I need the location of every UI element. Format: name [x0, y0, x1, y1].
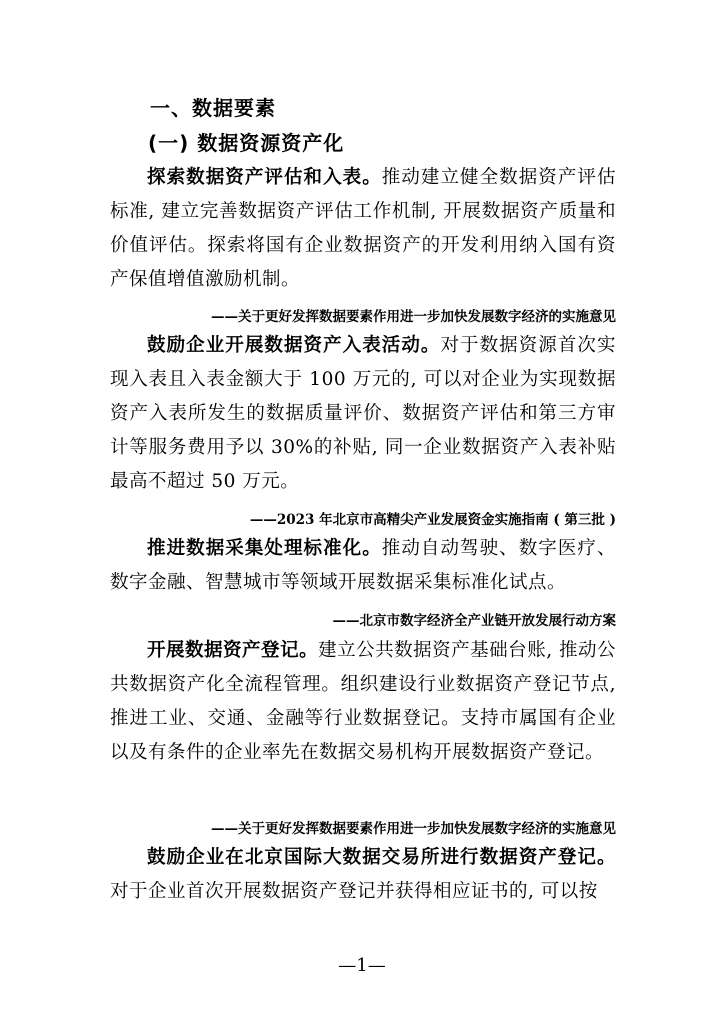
page-number: —1—	[338, 955, 386, 976]
source-citation: ——北京市数字经济全产业链开放发展行动方案	[332, 613, 616, 629]
source-citation: ——关于更好发挥数据要素作用进一步加快发展数字经济的实施意见	[211, 309, 616, 325]
paragraph-lead: 鼓励企业开展数据资产入表活动。	[147, 335, 441, 356]
paragraph-lead: 开展数据资产登记。	[147, 640, 319, 661]
paragraph-5	[110, 841, 616, 909]
paragraph-lead: 探索数据资产评估和入表。	[147, 167, 382, 188]
paragraph-lead: 推进数据采集处理标准化。	[147, 538, 382, 559]
paragraph-body: 推动建立健全数据资产评估标准, 建立完善数据资产评估工作机制, 开展数据资产质量和价值评估。探索将国有企业数据资产的开发利用纳入国有资产保值增值激励机制。	[110, 167, 616, 290]
paragraph-body: 推动自动驾驶、数字医疗、数字金融、智慧城市等领域开展数据采集标准化试点。	[110, 538, 616, 593]
subsection-heading: (一) 数据资源资产化	[148, 131, 345, 155]
source-citation: ——关于更好发挥数据要素作用进一步加快发展数字经济的实施意见	[211, 821, 616, 837]
paragraph-4	[110, 634, 616, 770]
paragraph-body: 对于数据资源首次实现入表且入表金额大于 100 万元的, 可以对企业为实现数据资产入表所发生的数据质量评价、数据资产评估和第三方审计等服务费用予以 30%的补贴, 同一企业数据资产入表补贴最高不超过 50 万元。	[110, 335, 616, 492]
paragraph-lead: 鼓励企业在北京国际大数据交易所进行数据资产登记。	[147, 847, 616, 868]
section-heading: 一、数据要素	[150, 96, 276, 120]
paragraph-3	[110, 532, 616, 600]
paragraph-1	[110, 161, 616, 297]
paragraph-body: 对于企业首次开展数据资产登记并获得相应证书的, 可以按	[110, 881, 598, 902]
paragraph-body: 建立公共数据资产基础台账, 推动公共数据资产化全流程管理。组织建设行业数据资产登记节点, 推进工业、交通、金融等行业数据登记。支持市属国有企业以及有条件的企业率先在数据交易机构开展数据资产登记。	[110, 640, 616, 763]
source-citation: ——2023 年北京市高精尖产业发展资金实施指南 ( 第三批 )	[249, 512, 616, 528]
paragraph-2	[110, 329, 616, 499]
